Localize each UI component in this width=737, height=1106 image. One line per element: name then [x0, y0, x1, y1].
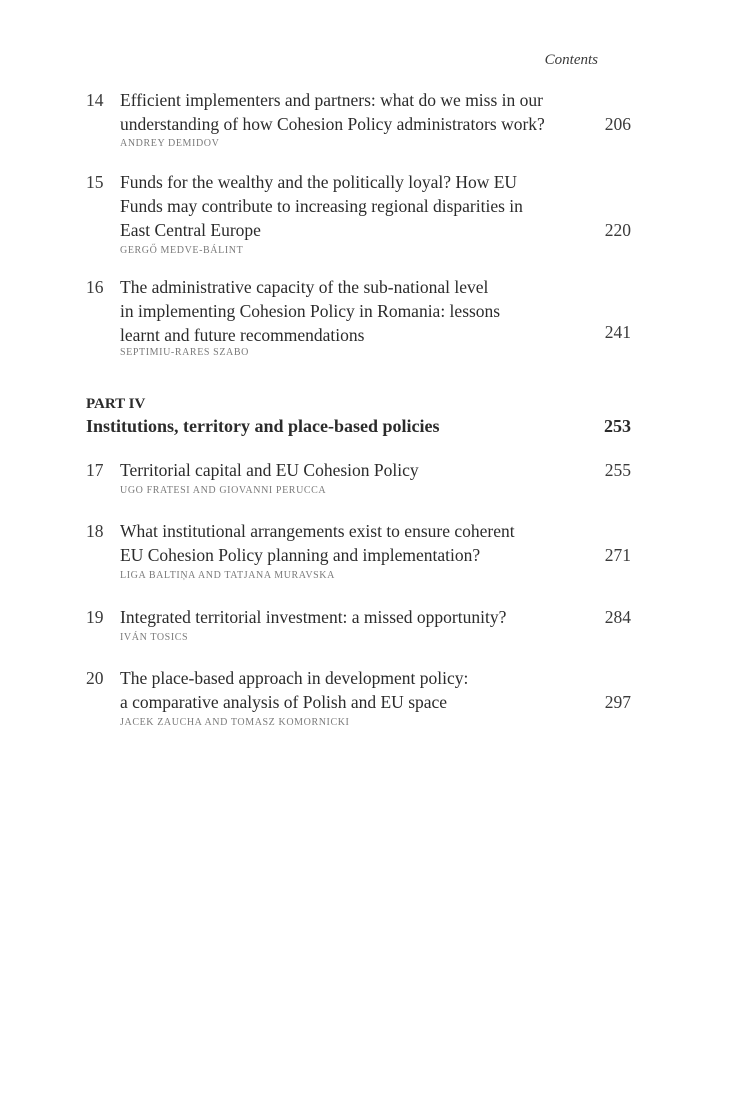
chapter-number: 16 [86, 277, 104, 297]
chapter-author: JACEK ZAUCHA AND TOMASZ KOMORNICKI [120, 717, 350, 728]
chapter-title: Integrated territorial investment: a missed opportunity? [120, 607, 507, 627]
chapter-page-number: 271 [604, 545, 631, 565]
chapter-number: 17 [86, 460, 104, 480]
part-label: PART IV [86, 396, 146, 412]
chapter-number: 18 [86, 521, 104, 541]
chapter-title: Territorial capital and EU Cohesion Policy [120, 460, 419, 480]
chapter-page-number: 220 [604, 220, 631, 240]
chapter-author: IVÁN TOSICS [120, 632, 189, 643]
chapter-page-number: 206 [604, 114, 631, 134]
chapter-page-number: 241 [604, 322, 631, 342]
chapter-title: The administrative capacity of the sub-national level in implementing Cohesion Policy in Romania: lessons learnt and future recommendations [120, 277, 501, 345]
chapter-page-number: 297 [604, 692, 631, 712]
part-page-number: 253 [604, 416, 631, 436]
running-head: Contents [544, 52, 598, 68]
chapter-number: 20 [86, 668, 104, 688]
chapter-title: Efficient implementers and partners: what do we miss in our understanding of how Cohesion Policy administrators work? [120, 90, 545, 134]
chapter-page-number: 255 [604, 460, 631, 480]
chapter-author: UGO FRATESI AND GIOVANNI PERUCCA [120, 485, 327, 496]
chapter-author: SEPTIMIU-RARES SZABO [120, 347, 249, 358]
chapter-number: 15 [86, 172, 104, 192]
part-title: Institutions, territory and place-based policies [86, 416, 440, 436]
chapter-number: 19 [86, 607, 104, 627]
chapter-title: Funds for the wealthy and the politically loyal? How EU Funds may contribute to increasing regional disparities in East Central Europe [120, 172, 523, 240]
chapter-title: What institutional arrangements exist to ensure coherent EU Cohesion Policy planning and implementation? [120, 521, 515, 565]
chapter-title: The place-based approach in development policy: a comparative analysis of Polish and EU space [120, 668, 469, 712]
chapter-page-number: 284 [604, 607, 631, 627]
chapter-author: LIGA BALTIŅA AND TATJANA MURAVSKA [120, 570, 335, 581]
chapter-author: ANDREY DEMIDOV [120, 138, 220, 149]
chapter-author: GERGŐ MEDVE-BÁLINT [120, 245, 244, 256]
chapter-number: 14 [86, 90, 104, 110]
